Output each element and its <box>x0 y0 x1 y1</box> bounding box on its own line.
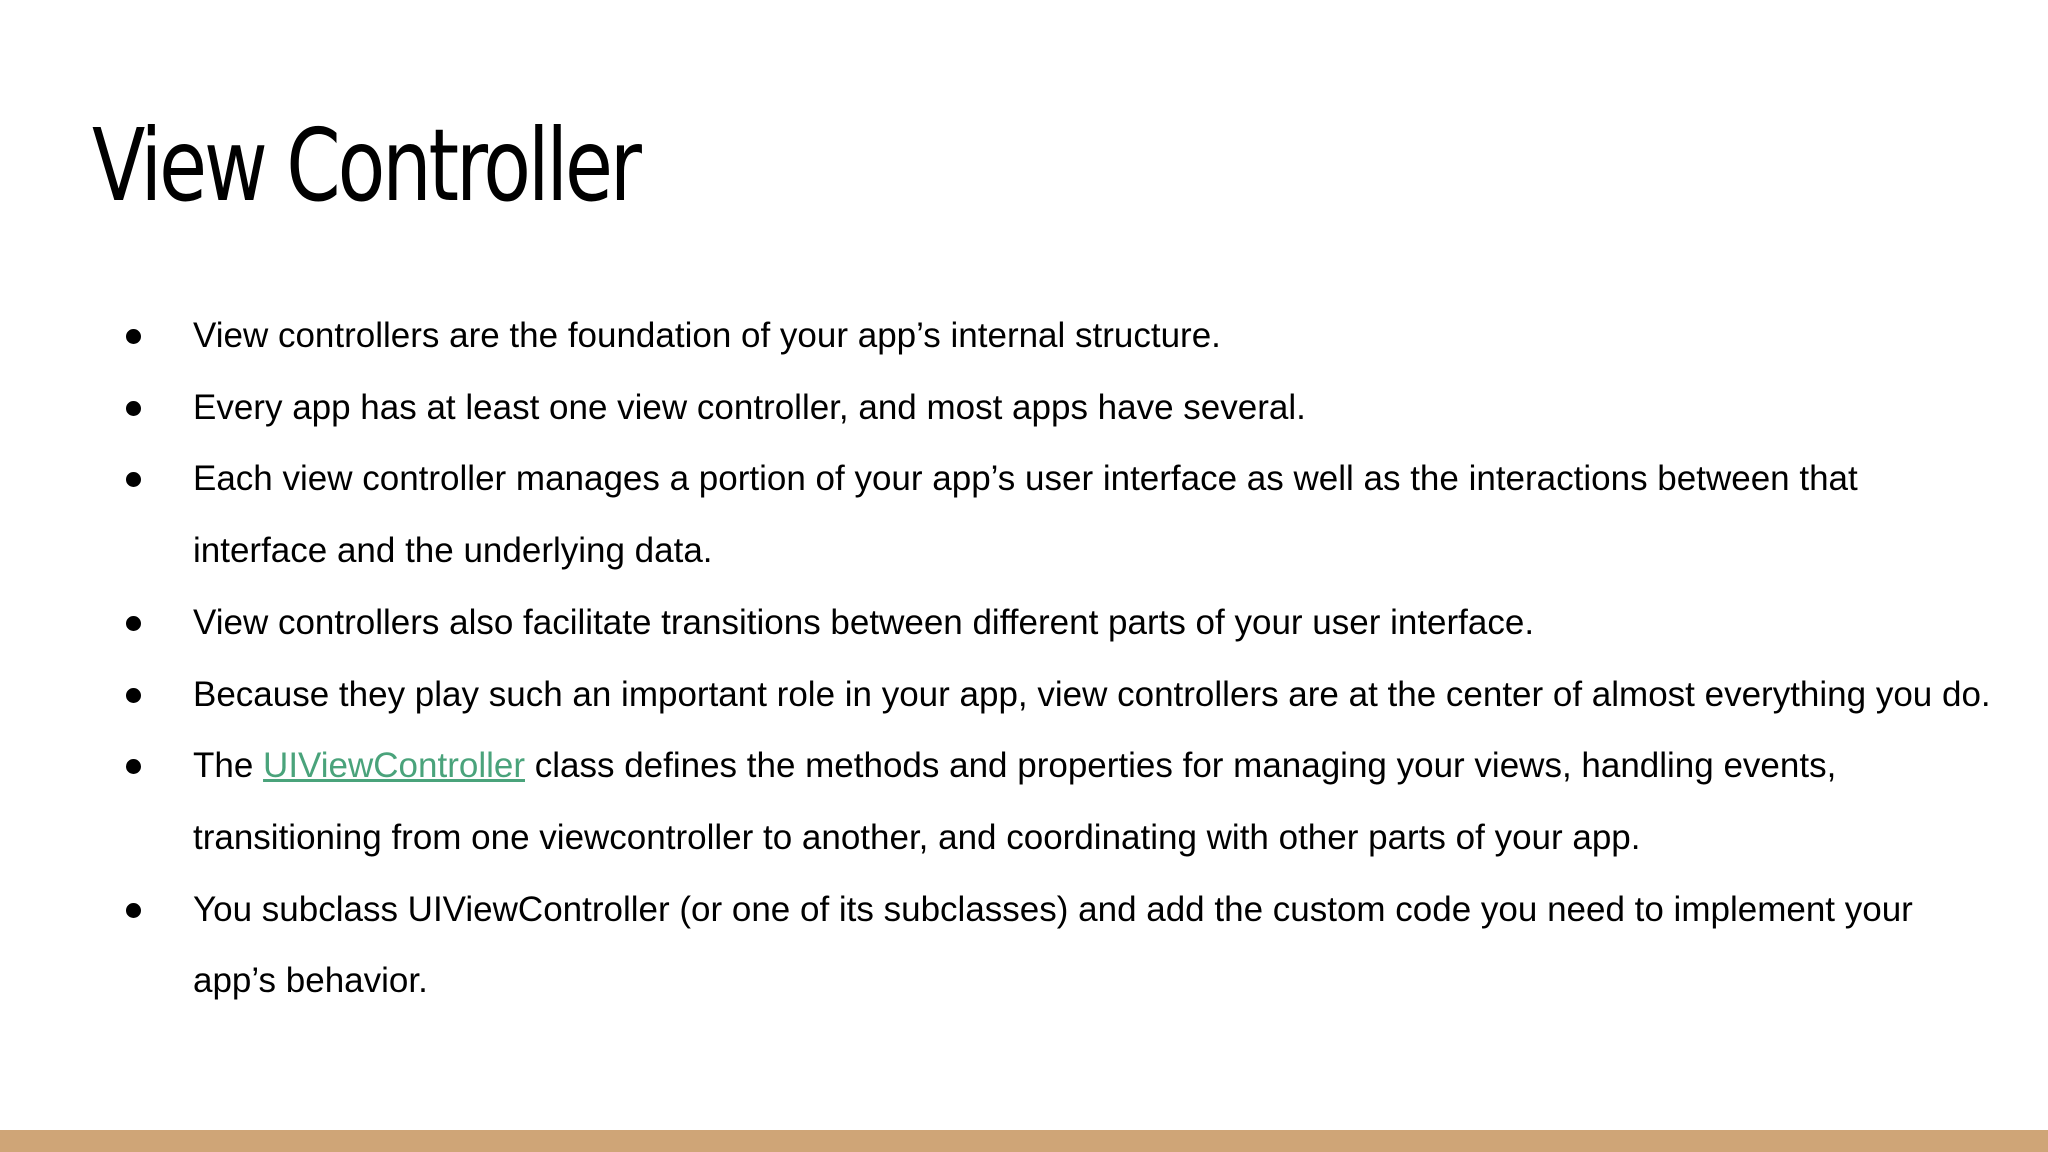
bullet-dot-icon <box>126 472 141 487</box>
bullet-item <box>120 659 2000 731</box>
footer-accent-bar <box>0 1130 2048 1152</box>
bullet-dot-icon <box>126 903 141 918</box>
bullet-text: You subclass UIViewController (or one of its subclasses) and add the custom code you need to implement your app’s behavior. <box>193 889 1913 1001</box>
bullet-item <box>120 372 2000 444</box>
bullet-dot-icon <box>126 688 141 703</box>
bullet-dot-icon <box>126 401 141 416</box>
bullet-text-suffix: class defines the methods and properties for managing your views, handling events, transitioning from one viewcontroller to another, and coordinating with other parts of your app. <box>193 746 1837 857</box>
bullet-dot-icon <box>126 759 141 774</box>
bullet-text-prefix: The <box>193 746 264 786</box>
bullet-item <box>120 587 2000 659</box>
bullet-dot-icon <box>126 616 141 631</box>
bullet-text: View controllers also facilitate transitions between different parts of your user interface. <box>193 602 1535 642</box>
bullet-item <box>120 443 2000 586</box>
uiviewcontroller-link[interactable]: UIViewController <box>263 746 525 786</box>
bullet-item <box>120 874 2000 1017</box>
bullet-list <box>120 300 2000 1017</box>
bullet-text: Every app has at least one view controller, and most apps have several. <box>193 387 1306 427</box>
bullet-text: Because they play such an important role in your app, view controllers are at the center of almost everything you do. <box>193 674 1991 714</box>
slide-title: View Controller <box>92 107 639 224</box>
bullet-item <box>120 300 2000 372</box>
bullet-text: View controllers are the foundation of your app’s internal structure. <box>193 316 1221 355</box>
bullet-text: Each view controller manages a portion of your app’s user interface as well as the interactions between that interface and the underlying data. <box>193 459 1858 571</box>
bullet-item <box>120 730 2000 873</box>
bullet-dot-icon <box>126 329 141 344</box>
